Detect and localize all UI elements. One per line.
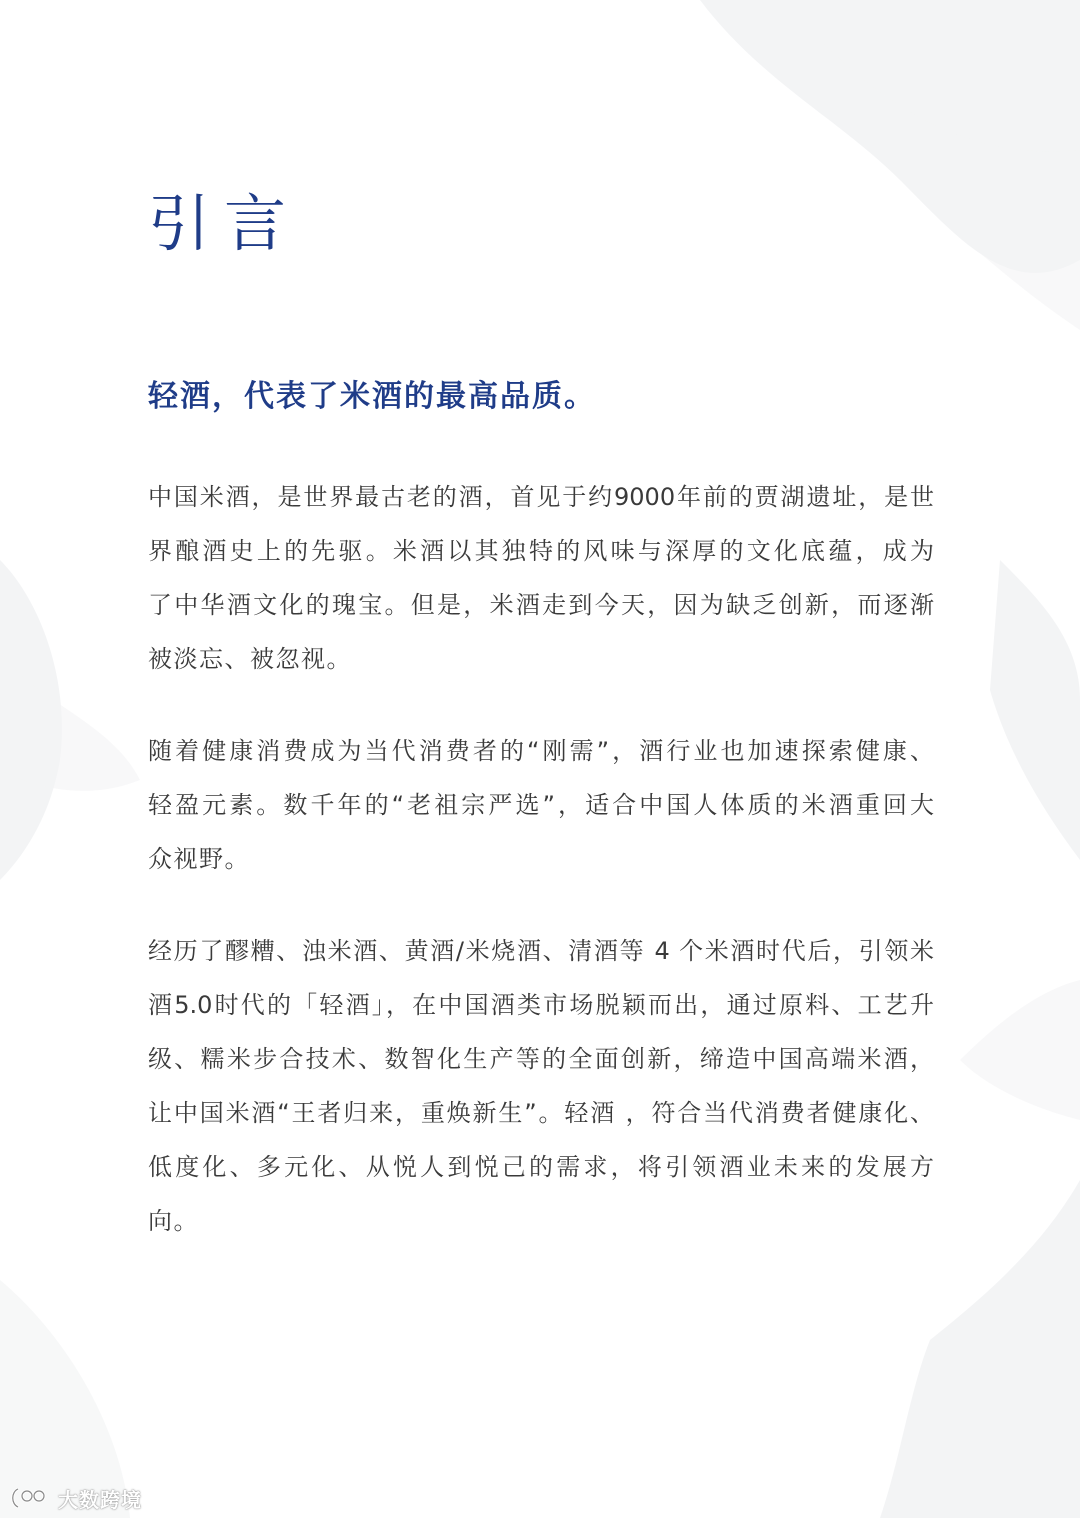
paragraph-line: 了中华酒文化的瑰宝。但是，米酒走到今天，因为缺乏创新，而逐渐 [148, 591, 934, 619]
paragraph-line: 让中国米酒“王者归来，重焕新生”。轻酒 ，符合当代消费者健康化、 [148, 1099, 934, 1127]
paragraph-line: 众视野。 [148, 845, 250, 873]
subtitle-heading: 轻酒，代表了米酒的最高品质。 [148, 379, 596, 414]
paragraph-line: 随着健康消费成为当代消费者的“刚需”，酒行业也加速探索健康、 [148, 737, 934, 765]
brand-logo-icon [8, 1483, 54, 1513]
paragraph-line: 被淡忘、被忽视。 [148, 645, 352, 673]
paragraph-line: 酒5.0时代的「轻酒」，在中国酒类市场脱颖而出，通过原料、工艺升 [148, 991, 934, 1019]
page-title: 引言 [148, 187, 301, 260]
paragraph-line: 界酿酒史上的先驱。米酒以其独特的风味与深厚的文化底蕴，成为 [148, 537, 934, 565]
paragraph-line: 向。 [148, 1207, 199, 1235]
paragraph-line: 经历了醪糟、浊米酒、黄酒/米烧酒、清酒等 4 个米酒时代后，引领米 [148, 937, 934, 965]
paragraph-1 [148, 470, 934, 686]
paragraph-2 [148, 724, 934, 886]
paragraph-line: 级、糯米步合技术、数智化生产等的全面创新，缔造中国高端米酒， [148, 1045, 934, 1073]
paragraph-line: 中国米酒，是世界最古老的酒，首见于约9000年前的贾湖遗址，是世 [148, 483, 934, 511]
watermark-text: 大数跨境 [58, 1487, 142, 1512]
paragraph-line: 轻盈元素。数千年的“老祖宗严选”，适合中国人体质的米酒重回大 [148, 791, 934, 819]
paragraph-3 [148, 924, 934, 1248]
paragraph-line: 低度化、多元化、从悦人到悦己的需求，将引领酒业未来的发展方 [148, 1153, 934, 1181]
watermark [8, 1478, 142, 1518]
